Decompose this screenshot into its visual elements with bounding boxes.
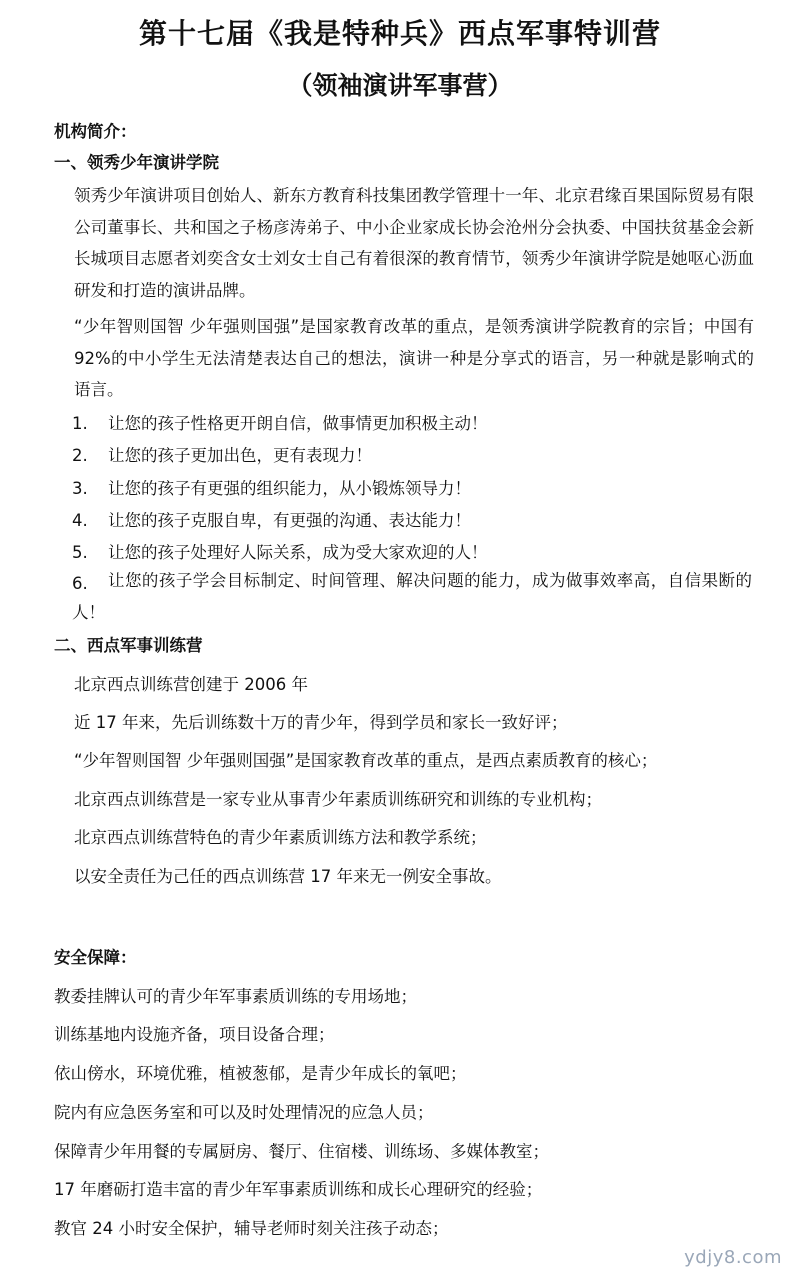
list-item-text: 让您的孩子处理好人际关系，成为受大家欢迎的人！ [108,543,488,562]
safety-line: 保障青少年用餐的专属厨房、餐厅、住宿楼、训练场、多媒体教室； [54,1142,549,1161]
section2-line: 以安全责任为己任的西点训练营 17 年来无一例安全事故。 [74,867,502,886]
list-item-text: 让您的孩子克服自卑，有更强的沟通、表达能力！ [108,511,471,530]
section1-heading: 一、领秀少年演讲学院 [54,153,219,172]
section2-heading: 二、西点军事训练营 [54,636,203,655]
list-item-number: 3. [72,479,88,498]
watermark-text: ydjy8.com [684,1247,782,1268]
section2-line: “少年智则国智 少年强则国强”是国家教育改革的重点，是西点素质教育的核心； [74,751,658,770]
safety-line: 教委挂牌认可的青少年军事素质训练的专用场地； [54,987,417,1006]
section2-line: 北京西点训练营是一家专业从事青少年素质训练研究和训练的专业机构； [74,790,602,809]
document-subtitle: （领袖演讲军事营） [287,71,513,100]
list-item-number: 6. [72,574,88,593]
section2-line: 北京西点训练营创建于 2006 年 [74,675,308,694]
safety-line: 教官 24 小时安全保护，辅导老师时刻关注孩子动态； [54,1219,449,1238]
section1-paragraph-2: “少年智则国智 少年强则国强”是国家教育改革的重点，是领秀演讲学院教育的宗旨；中国有 92%的中小学生无法清楚表达自己的想法，演讲一种是分享式的语言，另一种就是影响式的语言。 [74,317,754,399]
list-item-number: 4. [72,511,88,530]
document-title: 第十七届《我是特种兵》西点军事特训营 [138,17,661,50]
section2-line: 北京西点训练营特色的青少年素质训练方法和教学系统； [74,828,487,847]
safety-line: 依山傍水，环境优雅，植被葱郁，是青少年成长的氧吧； [54,1064,467,1083]
list-item-text: 让您的孩子有更强的组织能力，从小锻炼领导力！ [108,479,471,498]
safety-line: 17 年磨砺打造丰富的青少年军事素质训练和成长心理研究的经验； [54,1180,543,1199]
list-item-number: 1. [72,414,88,433]
intro-heading: 机构简介： [54,122,137,141]
safety-line: 训练基地内设施齐备，项目设备合理； [54,1025,335,1044]
section1-paragraph-1: 领秀少年演讲项目创始人、新东方教育科技集团教学管理十一年、北京君缘百果国际贸易有限公司董事长、共和国之子杨彦涛弟子、中小企业家成长协会沧州分会执委、中国扶贫基金会新长城项目志愿者刘奕含女士刘女士自己有着很深的教育情节，领秀少年演讲学院是她呕心沥血研发和打造的演讲品牌。 [74,186,754,300]
section2-line: 近 17 年来，先后训练数十万的青少年，得到学员和家长一致好评； [74,713,568,732]
list-item-text: 让您的孩子性格更开朗自信，做事情更加积极主动！ [108,414,488,433]
list-item-number: 5. [72,543,88,562]
safety-heading: 安全保障： [54,948,137,967]
list-item-text: 让您的孩子学会目标制定、时间管理、解决问题的能力，成为做事效率高，自信果断的人！ [72,571,752,622]
safety-line: 院内有应急医务室和可以及时处理情况的应急人员； [54,1103,434,1122]
list-item-text: 让您的孩子更加出色，更有表现力！ [108,446,372,465]
list-item-number: 2. [72,446,88,465]
